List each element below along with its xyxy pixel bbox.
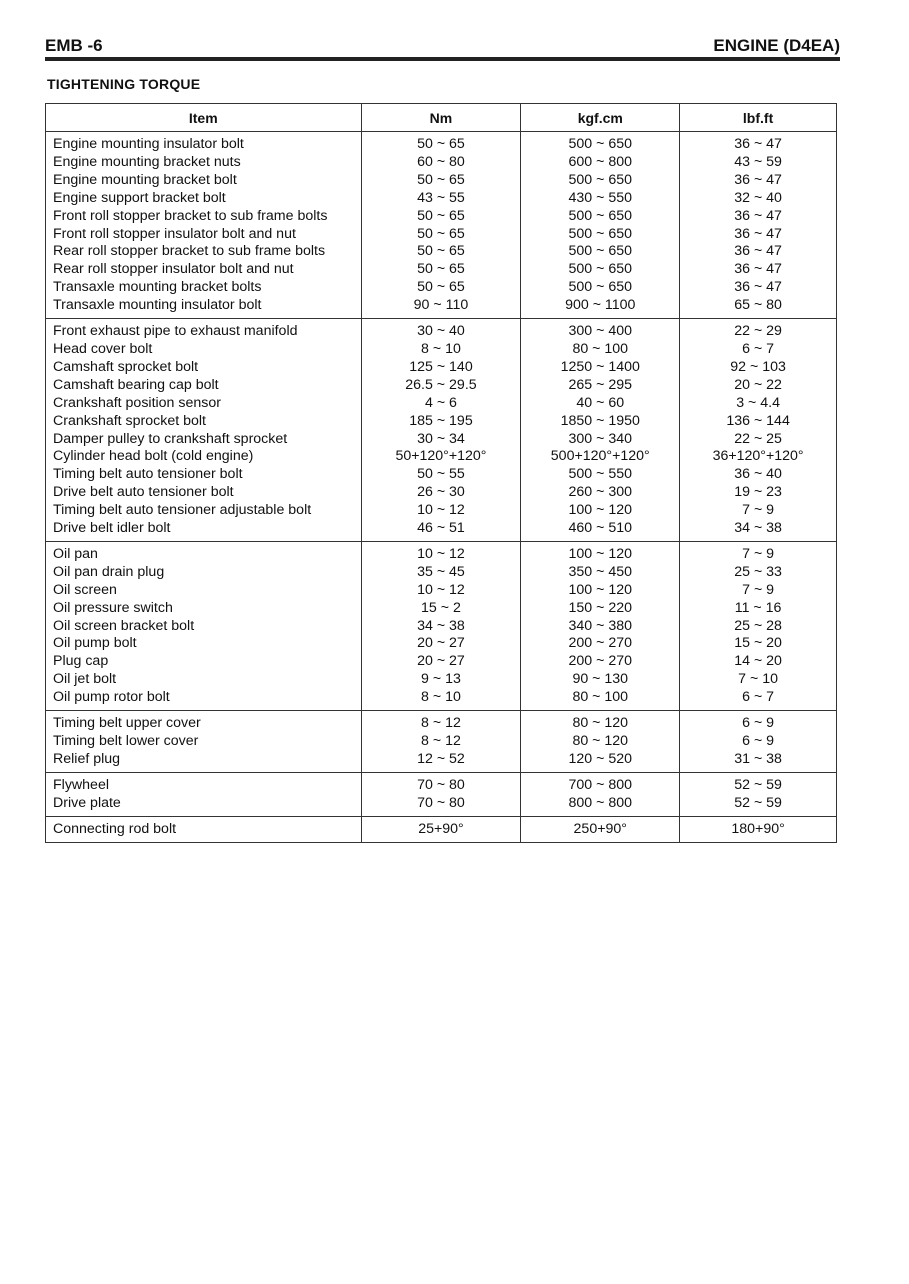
table-row <box>46 653 837 671</box>
torque-kgfcm: 500+120°+120° <box>521 448 680 466</box>
torque-lbfft: 25 ~ 28 <box>680 618 837 636</box>
torque-lbfft: 19 ~ 23 <box>680 484 837 502</box>
item-name: Engine mounting bracket nuts <box>46 154 362 172</box>
table-row <box>46 359 837 377</box>
table-row <box>46 261 837 279</box>
torque-lbfft: 52 ~ 59 <box>680 795 837 816</box>
torque-lbfft: 52 ~ 59 <box>680 772 837 794</box>
torque-kgfcm: 500 ~ 650 <box>521 243 680 261</box>
table-row <box>46 395 837 413</box>
item-name: Transaxle mounting insulator bolt <box>46 297 362 318</box>
table-header-row <box>46 104 837 132</box>
torque-lbfft: 31 ~ 38 <box>680 751 837 772</box>
torque-kgfcm: 500 ~ 650 <box>521 261 680 279</box>
torque-kgfcm: 80 ~ 120 <box>521 711 680 733</box>
torque-lbfft: 14 ~ 20 <box>680 653 837 671</box>
torque-nm: 50+120°+120° <box>361 448 521 466</box>
torque-kgfcm: 100 ~ 120 <box>521 502 680 520</box>
table-row <box>46 208 837 226</box>
table-row <box>46 484 837 502</box>
item-name: Plug cap <box>46 653 362 671</box>
torque-nm: 8 ~ 12 <box>361 733 521 751</box>
torque-nm: 8 ~ 10 <box>361 341 521 359</box>
torque-lbfft: 25 ~ 33 <box>680 564 837 582</box>
torque-kgfcm: 80 ~ 120 <box>521 733 680 751</box>
item-name: Rear roll stopper bracket to sub frame bolts <box>46 243 362 261</box>
item-name: Rear roll stopper insulator bolt and nut <box>46 261 362 279</box>
item-name: Front roll stopper insulator bolt and nut <box>46 226 362 244</box>
torque-kgfcm: 500 ~ 650 <box>521 226 680 244</box>
table-row <box>46 582 837 600</box>
torque-kgfcm: 500 ~ 650 <box>521 132 680 154</box>
torque-nm: 70 ~ 80 <box>361 772 521 794</box>
column-header-lbfft: lbf.ft <box>680 104 837 132</box>
item-name: Cylinder head bolt (cold engine) <box>46 448 362 466</box>
torque-nm: 50 ~ 65 <box>361 172 521 190</box>
table-row <box>46 431 837 449</box>
item-name: Oil jet bolt <box>46 671 362 689</box>
torque-kgfcm: 700 ~ 800 <box>521 772 680 794</box>
item-name: Crankshaft sprocket bolt <box>46 413 362 431</box>
torque-group <box>46 711 837 773</box>
torque-lbfft: 34 ~ 38 <box>680 520 837 541</box>
torque-lbfft: 7 ~ 9 <box>680 541 837 563</box>
section-title: TIGHTENING TORQUE <box>47 76 201 92</box>
torque-nm: 20 ~ 27 <box>361 635 521 653</box>
table-row <box>46 226 837 244</box>
table-row <box>46 466 837 484</box>
table-row <box>46 154 837 172</box>
table-row <box>46 297 837 318</box>
torque-kgfcm: 200 ~ 270 <box>521 635 680 653</box>
torque-kgfcm: 600 ~ 800 <box>521 154 680 172</box>
table-row <box>46 413 837 431</box>
table-row <box>46 795 837 816</box>
table-row <box>46 600 837 618</box>
page-header <box>45 36 840 58</box>
torque-kgfcm: 800 ~ 800 <box>521 795 680 816</box>
item-name: Camshaft bearing cap bolt <box>46 377 362 395</box>
table-row <box>46 319 837 341</box>
table-row <box>46 541 837 563</box>
torque-nm: 50 ~ 65 <box>361 132 521 154</box>
torque-kgfcm: 500 ~ 650 <box>521 208 680 226</box>
torque-kgfcm: 350 ~ 450 <box>521 564 680 582</box>
torque-lbfft: 22 ~ 25 <box>680 431 837 449</box>
item-name: Relief plug <box>46 751 362 772</box>
torque-lbfft: 136 ~ 144 <box>680 413 837 431</box>
torque-lbfft: 65 ~ 80 <box>680 297 837 318</box>
item-name: Engine mounting bracket bolt <box>46 172 362 190</box>
torque-kgfcm: 260 ~ 300 <box>521 484 680 502</box>
item-name: Damper pulley to crankshaft sprocket <box>46 431 362 449</box>
item-name: Oil pressure switch <box>46 600 362 618</box>
item-name: Timing belt auto tensioner bolt <box>46 466 362 484</box>
torque-kgfcm: 265 ~ 295 <box>521 377 680 395</box>
table-row <box>46 635 837 653</box>
item-name: Crankshaft position sensor <box>46 395 362 413</box>
torque-kgfcm: 300 ~ 400 <box>521 319 680 341</box>
item-name: Timing belt lower cover <box>46 733 362 751</box>
torque-nm: 46 ~ 51 <box>361 520 521 541</box>
table-row <box>46 816 837 842</box>
torque-nm: 30 ~ 34 <box>361 431 521 449</box>
table-row <box>46 671 837 689</box>
table-row <box>46 564 837 582</box>
torque-kgfcm: 250+90° <box>521 816 680 842</box>
torque-nm: 8 ~ 10 <box>361 689 521 710</box>
table-row <box>46 689 837 710</box>
item-name: Connecting rod bolt <box>46 816 362 842</box>
torque-kgfcm: 500 ~ 650 <box>521 172 680 190</box>
torque-nm: 9 ~ 13 <box>361 671 521 689</box>
torque-lbfft: 36 ~ 47 <box>680 132 837 154</box>
torque-nm: 15 ~ 2 <box>361 600 521 618</box>
torque-nm: 50 ~ 65 <box>361 279 521 297</box>
table-row <box>46 341 837 359</box>
torque-group <box>46 541 837 710</box>
torque-kgfcm: 1250 ~ 1400 <box>521 359 680 377</box>
item-name: Front exhaust pipe to exhaust manifold <box>46 319 362 341</box>
torque-lbfft: 43 ~ 59 <box>680 154 837 172</box>
torque-kgfcm: 1850 ~ 1950 <box>521 413 680 431</box>
torque-lbfft: 6 ~ 7 <box>680 689 837 710</box>
torque-kgfcm: 90 ~ 130 <box>521 671 680 689</box>
torque-lbfft: 32 ~ 40 <box>680 190 837 208</box>
table-row <box>46 751 837 772</box>
torque-group <box>46 772 837 816</box>
column-header-item: Item <box>46 104 362 132</box>
torque-lbfft: 36 ~ 47 <box>680 172 837 190</box>
torque-kgfcm: 200 ~ 270 <box>521 653 680 671</box>
torque-table <box>45 103 837 843</box>
torque-lbfft: 15 ~ 20 <box>680 635 837 653</box>
torque-lbfft: 6 ~ 9 <box>680 733 837 751</box>
item-name: Oil pump bolt <box>46 635 362 653</box>
item-name: Drive belt idler bolt <box>46 520 362 541</box>
torque-kgfcm: 100 ~ 120 <box>521 541 680 563</box>
torque-nm: 50 ~ 55 <box>361 466 521 484</box>
item-name: Oil screen <box>46 582 362 600</box>
torque-nm: 25+90° <box>361 816 521 842</box>
item-name: Drive plate <box>46 795 362 816</box>
torque-nm: 10 ~ 12 <box>361 582 521 600</box>
item-name: Timing belt upper cover <box>46 711 362 733</box>
table-row <box>46 733 837 751</box>
torque-kgfcm: 120 ~ 520 <box>521 751 680 772</box>
torque-nm: 10 ~ 12 <box>361 502 521 520</box>
table-row <box>46 448 837 466</box>
torque-lbfft: 6 ~ 7 <box>680 341 837 359</box>
torque-nm: 26 ~ 30 <box>361 484 521 502</box>
torque-nm: 4 ~ 6 <box>361 395 521 413</box>
chapter-title: ENGINE (D4EA) <box>713 36 840 55</box>
torque-group <box>46 816 837 842</box>
torque-lbfft: 22 ~ 29 <box>680 319 837 341</box>
torque-nm: 12 ~ 52 <box>361 751 521 772</box>
torque-kgfcm: 340 ~ 380 <box>521 618 680 636</box>
table-row <box>46 132 837 154</box>
header-rule <box>45 57 840 61</box>
torque-nm: 50 ~ 65 <box>361 226 521 244</box>
torque-nm: 90 ~ 110 <box>361 297 521 318</box>
torque-kgfcm: 150 ~ 220 <box>521 600 680 618</box>
torque-kgfcm: 500 ~ 650 <box>521 279 680 297</box>
item-name: Oil screen bracket bolt <box>46 618 362 636</box>
torque-nm: 34 ~ 38 <box>361 618 521 636</box>
torque-lbfft: 11 ~ 16 <box>680 600 837 618</box>
torque-kgfcm: 500 ~ 550 <box>521 466 680 484</box>
torque-kgfcm: 100 ~ 120 <box>521 582 680 600</box>
torque-lbfft: 36 ~ 47 <box>680 243 837 261</box>
table-row <box>46 190 837 208</box>
torque-kgfcm: 80 ~ 100 <box>521 689 680 710</box>
torque-lbfft: 36 ~ 40 <box>680 466 837 484</box>
torque-nm: 50 ~ 65 <box>361 243 521 261</box>
torque-kgfcm: 300 ~ 340 <box>521 431 680 449</box>
torque-lbfft: 36+120°+120° <box>680 448 837 466</box>
torque-nm: 43 ~ 55 <box>361 190 521 208</box>
item-name: Front roll stopper bracket to sub frame bolts <box>46 208 362 226</box>
table-row <box>46 377 837 395</box>
table-row <box>46 243 837 261</box>
page-code: EMB -6 <box>45 36 103 55</box>
torque-kgfcm: 460 ~ 510 <box>521 520 680 541</box>
item-name: Oil pan drain plug <box>46 564 362 582</box>
item-name: Oil pan <box>46 541 362 563</box>
torque-lbfft: 3 ~ 4.4 <box>680 395 837 413</box>
item-name: Engine mounting insulator bolt <box>46 132 362 154</box>
torque-nm: 50 ~ 65 <box>361 208 521 226</box>
torque-nm: 26.5 ~ 29.5 <box>361 377 521 395</box>
item-name: Timing belt auto tensioner adjustable bolt <box>46 502 362 520</box>
torque-lbfft: 6 ~ 9 <box>680 711 837 733</box>
torque-lbfft: 36 ~ 47 <box>680 261 837 279</box>
torque-nm: 10 ~ 12 <box>361 541 521 563</box>
table-row <box>46 711 837 733</box>
torque-group <box>46 132 837 319</box>
torque-nm: 70 ~ 80 <box>361 795 521 816</box>
table-row <box>46 172 837 190</box>
table-row <box>46 502 837 520</box>
item-name: Camshaft sprocket bolt <box>46 359 362 377</box>
torque-lbfft: 36 ~ 47 <box>680 226 837 244</box>
item-name: Drive belt auto tensioner bolt <box>46 484 362 502</box>
torque-nm: 35 ~ 45 <box>361 564 521 582</box>
torque-lbfft: 92 ~ 103 <box>680 359 837 377</box>
torque-lbfft: 7 ~ 9 <box>680 582 837 600</box>
item-name: Engine support bracket bolt <box>46 190 362 208</box>
torque-nm: 125 ~ 140 <box>361 359 521 377</box>
torque-nm: 20 ~ 27 <box>361 653 521 671</box>
torque-nm: 30 ~ 40 <box>361 319 521 341</box>
torque-nm: 8 ~ 12 <box>361 711 521 733</box>
torque-lbfft: 20 ~ 22 <box>680 377 837 395</box>
torque-kgfcm: 900 ~ 1100 <box>521 297 680 318</box>
table-row <box>46 772 837 794</box>
table-row <box>46 618 837 636</box>
torque-lbfft: 180+90° <box>680 816 837 842</box>
table-row <box>46 279 837 297</box>
item-name: Flywheel <box>46 772 362 794</box>
item-name: Transaxle mounting bracket bolts <box>46 279 362 297</box>
torque-lbfft: 7 ~ 9 <box>680 502 837 520</box>
torque-nm: 185 ~ 195 <box>361 413 521 431</box>
torque-group <box>46 319 837 542</box>
item-name: Oil pump rotor bolt <box>46 689 362 710</box>
item-name: Head cover bolt <box>46 341 362 359</box>
torque-kgfcm: 80 ~ 100 <box>521 341 680 359</box>
torque-kgfcm: 430 ~ 550 <box>521 190 680 208</box>
table-row <box>46 520 837 541</box>
torque-kgfcm: 40 ~ 60 <box>521 395 680 413</box>
torque-nm: 60 ~ 80 <box>361 154 521 172</box>
torque-nm: 50 ~ 65 <box>361 261 521 279</box>
column-header-nm: Nm <box>361 104 521 132</box>
torque-lbfft: 36 ~ 47 <box>680 279 837 297</box>
torque-lbfft: 7 ~ 10 <box>680 671 837 689</box>
torque-lbfft: 36 ~ 47 <box>680 208 837 226</box>
column-header-kgfcm: kgf.cm <box>521 104 680 132</box>
